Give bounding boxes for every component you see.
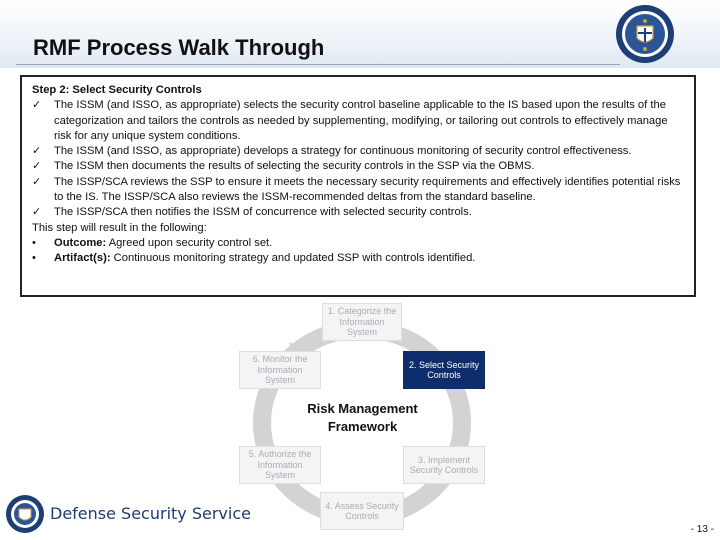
check-icon: ✓ [32,175,42,188]
outcome-item [32,236,684,251]
check-text: The ISSM then documents the results of selecting the security controls in the SSP via the OBMS. [54,160,535,173]
slide-title: RMF Process Walk Through [33,35,325,60]
step-title: Step 2: Select Security Controls [32,84,202,96]
check-item [32,175,684,206]
rmf-center-label [290,400,435,436]
result-intro: This step will result in the following: [32,221,207,234]
check-icon: ✓ [32,206,42,219]
check-text: The ISSM (and ISSO, as appropriate) selects the security control baseline applicable to the IS based upon the results of the categorization and tailors the controls as needed by supplementing, modifying, or tailoring out controls to effectively manage risk for any unique system conditions. [54,99,668,142]
rmf-step-implement: 3. Implement Security Controls [403,446,485,484]
page-number: - 13 - [690,524,714,535]
artifact-item [32,251,684,266]
check-icon: ✓ [32,160,42,173]
rmf-center-line1: Risk Management [307,401,418,416]
header-divider [16,64,620,65]
step-description-box [20,75,696,297]
artifact-text: Continuous monitoring strategy and updated SSP with controls identified. [113,252,476,265]
rmf-step-assess: 4. Assess Security Controls [320,492,404,530]
check-text: The ISSP/SCA reviews the SSP to ensure it meets the necessary security requirements and effectively identifies potential risks to the IS. The ISSP/SCA also reviews the ISSM-recommended deltas from the standard baseline. [54,175,681,204]
check-icon: ✓ [32,99,42,112]
outcome-text: Agreed upon security control set. [108,236,273,249]
check-item [32,98,684,144]
rmf-step-select: 2. Select Security Controls [403,351,485,389]
dss-seal-icon [5,494,45,534]
footer-brand: Defense Security Service [50,504,251,523]
outcome-label: Outcome: [54,236,107,249]
rmf-step-authorize: 5. Authorize the Information System [239,446,321,484]
check-item [32,205,684,220]
bullet-icon: • [32,236,36,249]
check-text: The ISSP/SCA then notifies the ISSM of concurrence with selected security controls. [54,206,472,219]
check-icon: ✓ [32,145,42,158]
rmf-step-categorize: 1. Categorize the Information System [322,303,402,341]
agency-seal-icon [615,4,675,64]
artifact-label: Artifact(s): [54,252,111,265]
check-item [32,144,684,159]
check-item [32,159,684,174]
rmf-step-monitor: 6. Monitor the Information System [239,351,321,389]
check-text: The ISSM (and ISSO, as appropriate) develops a strategy for continuous monitoring of security control effectiveness. [54,145,632,158]
rmf-center-line2: Framework [327,419,398,434]
bullet-icon: • [32,252,36,265]
